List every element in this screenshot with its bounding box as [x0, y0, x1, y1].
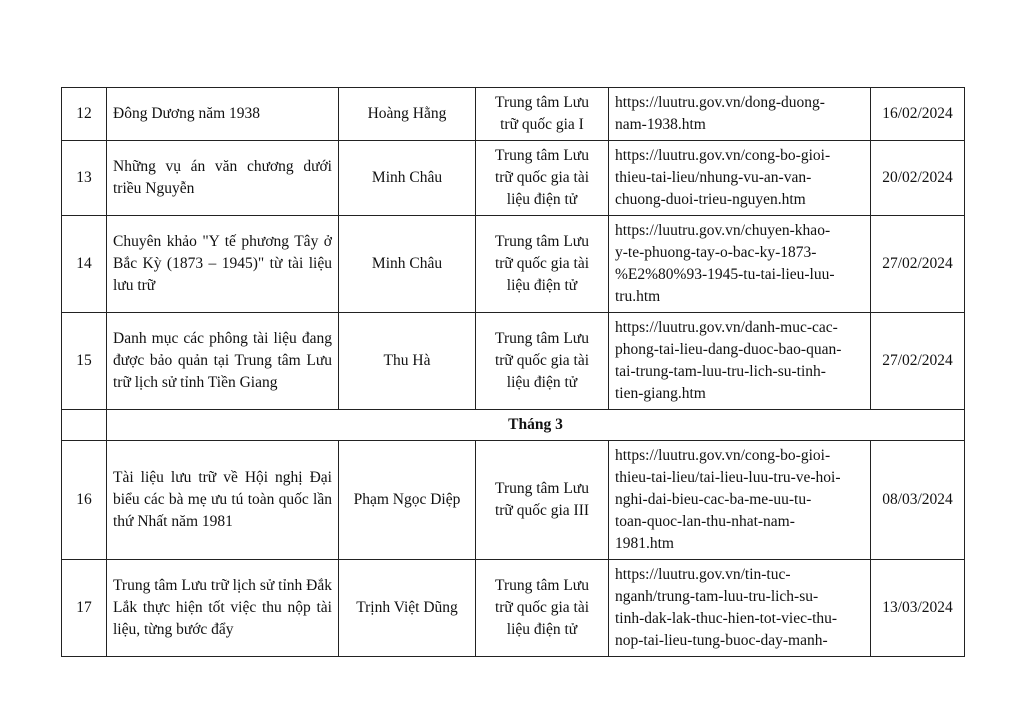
row-number: 17	[62, 560, 107, 657]
table-row	[62, 560, 965, 657]
table-row	[62, 88, 965, 141]
link-line[interactable]: toan-quoc-lan-thu-nhat-nam-	[615, 513, 795, 530]
source-line: Trung tâm Lưu	[495, 94, 589, 111]
publish-date: 16/02/2024	[871, 88, 965, 141]
month-section	[62, 410, 965, 441]
link-line[interactable]: tru.htm	[615, 288, 661, 305]
link-line[interactable]: tai-trung-tam-luu-tru-lich-su-tinh-	[615, 363, 826, 380]
link-line[interactable]: phong-tai-lieu-dang-duoc-bao-quan-	[615, 341, 842, 358]
source-line: trữ quốc gia tài	[494, 352, 590, 369]
link-line[interactable]: https://luutru.gov.vn/cong-bo-gioi-	[615, 447, 831, 464]
table-body-february	[62, 88, 965, 410]
link-line[interactable]: nam-1938.htm	[615, 116, 706, 133]
author-name: Hoàng Hằng	[339, 88, 476, 141]
article-title: Đông Dương năm 1938	[107, 88, 339, 141]
publish-date: 08/03/2024	[871, 441, 965, 560]
link-line[interactable]: chuong-duoi-trieu-nguyen.htm	[615, 191, 806, 208]
row-number: 13	[62, 141, 107, 216]
source-line: liệu điện tử	[506, 191, 578, 208]
month-row	[62, 410, 965, 441]
source-line: Trung tâm Lưu	[495, 330, 589, 347]
link-line[interactable]: nop-tai-lieu-tung-buoc-day-manh-	[615, 632, 828, 649]
table-row	[62, 141, 965, 216]
source-line: trữ quốc gia tài	[494, 169, 590, 186]
row-number: 15	[62, 313, 107, 410]
link-line[interactable]: y-te-phuong-tay-o-bac-ky-1873-	[615, 244, 817, 261]
publish-date: 27/02/2024	[871, 313, 965, 410]
link-line[interactable]: tien-giang.htm	[615, 385, 706, 402]
article-link[interactable]	[609, 560, 871, 657]
article-link[interactable]	[609, 441, 871, 560]
source-unit	[476, 216, 609, 313]
article-title: Chuyên khảo "Y tế phương Tây ở Bắc Kỳ (1873 – 1945)" từ tài liệu lưu trữ	[107, 216, 339, 313]
month-heading: Tháng 3	[107, 410, 965, 441]
row-number: 12	[62, 88, 107, 141]
source-line: liệu điện tử	[506, 277, 578, 294]
article-title: Trung tâm Lưu trữ lịch sử tỉnh Đắk Lắk thực hiện tốt việc thu nộp tài liệu, từng bước đẩy	[107, 560, 339, 657]
link-line[interactable]: nganh/trung-tam-luu-tru-lich-su-	[615, 588, 819, 605]
source-unit	[476, 441, 609, 560]
link-line[interactable]: https://luutru.gov.vn/dong-duong-	[615, 94, 825, 111]
source-line: trữ quốc gia III	[494, 502, 590, 519]
source-line: trữ quốc gia tài	[494, 255, 590, 272]
link-line[interactable]: thieu-tai-lieu/nhung-vu-an-van-	[615, 169, 812, 186]
source-line: Trung tâm Lưu	[495, 147, 589, 164]
source-unit	[476, 88, 609, 141]
link-line[interactable]: https://luutru.gov.vn/cong-bo-gioi-	[615, 147, 831, 164]
article-title: Danh mục các phông tài liệu đang được bảo quản tại Trung tâm Lưu trữ lịch sử tỉnh Tiền Giang	[107, 313, 339, 410]
link-line[interactable]: https://luutru.gov.vn/chuyen-khao-	[615, 222, 831, 239]
link-line[interactable]: %E2%80%93-1945-tu-tai-lieu-luu-	[615, 266, 835, 283]
document-table	[61, 87, 965, 657]
source-line: trữ quốc gia tài	[494, 599, 590, 616]
link-line[interactable]: nghi-dai-bieu-cac-ba-me-uu-tu-	[615, 491, 812, 508]
author-name: Thu Hà	[339, 313, 476, 410]
article-title: Tài liệu lưu trữ về Hội nghị Đại biểu các bà mẹ ưu tú toàn quốc lần thứ Nhất năm 1981	[107, 441, 339, 560]
publish-date: 13/03/2024	[871, 560, 965, 657]
source-line: Trung tâm Lưu	[495, 480, 589, 497]
row-number: 14	[62, 216, 107, 313]
author-name: Trịnh Việt Dũng	[339, 560, 476, 657]
month-spacer-cell	[62, 410, 107, 441]
table-row	[62, 216, 965, 313]
link-line[interactable]: thieu-tai-lieu/tai-lieu-luu-tru-ve-hoi-	[615, 469, 841, 486]
author-name: Minh Châu	[339, 216, 476, 313]
link-line[interactable]: 1981.htm	[615, 535, 674, 552]
source-line: trữ quốc gia I	[500, 116, 584, 133]
article-link[interactable]	[609, 141, 871, 216]
source-line: liệu điện tử	[506, 621, 578, 638]
row-number: 16	[62, 441, 107, 560]
source-unit	[476, 141, 609, 216]
article-title: Những vụ án văn chương dưới triều Nguyễn	[107, 141, 339, 216]
link-line[interactable]: tinh-dak-lak-thuc-hien-tot-viec-thu-	[615, 610, 838, 627]
source-line: Trung tâm Lưu	[495, 577, 589, 594]
link-line[interactable]: https://luutru.gov.vn/danh-muc-cac-	[615, 319, 838, 336]
source-line: liệu điện tử	[506, 374, 578, 391]
source-unit	[476, 313, 609, 410]
author-name: Minh Châu	[339, 141, 476, 216]
table-row	[62, 441, 965, 560]
source-unit	[476, 560, 609, 657]
article-link[interactable]	[609, 313, 871, 410]
source-line: Trung tâm Lưu	[495, 233, 589, 250]
link-line[interactable]: https://luutru.gov.vn/tin-tuc-	[615, 566, 791, 583]
author-name: Phạm Ngọc Diệp	[339, 441, 476, 560]
publish-date: 27/02/2024	[871, 216, 965, 313]
table-row	[62, 313, 965, 410]
table-body-march	[62, 441, 965, 657]
publish-date: 20/02/2024	[871, 141, 965, 216]
article-link[interactable]	[609, 216, 871, 313]
article-link[interactable]	[609, 88, 871, 141]
